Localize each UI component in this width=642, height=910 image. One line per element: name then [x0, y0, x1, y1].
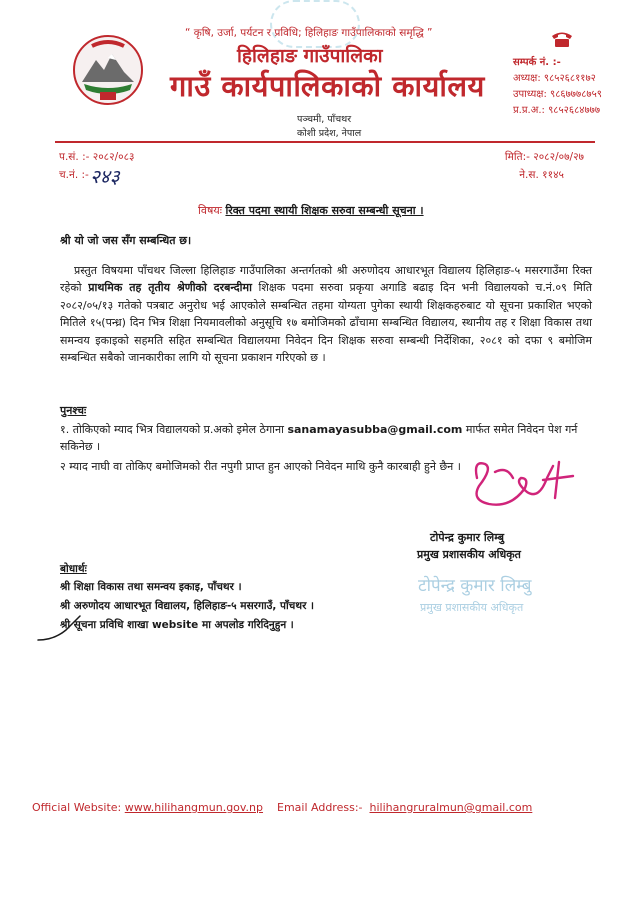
body-text-bold: प्राथमिक तह तृतीय श्रेणीको दरबन्दीमा — [88, 281, 252, 295]
address-line-2: कोशी प्रदेश, नेपाल — [297, 128, 362, 139]
subject-text: रिक्त पदमा स्थायी शिक्षक सरुवा सम्बन्धी सूचना । — [225, 204, 424, 217]
dispatch-label: च.नं. :- — [59, 169, 89, 181]
stamp-name: टोपेन्द्र कुमार लिम्बु — [418, 576, 532, 596]
reference-number: प.सं. :- २०८२/०८३ — [59, 151, 135, 163]
cc-item: श्री सूचना प्रविधि शाखा website मा अपलोड गरिदिनुहुन । — [60, 619, 294, 631]
municipality-name: हिलिहाङ गाउँपालिका — [237, 45, 383, 67]
body-text-end: शिक्षक पदमा सरुवा प्रकृया अगाडि बढाइ दिन भनी विद्यालयको च.नं.०९ मिति २०८२/०५/१३ गतेको पत्रबाट अनुरोध भई आएकोले सम्बन्धित तहमा योग्यता पुगेका स्थायी शिक्षकहरुबाट यो सूचना प्रकाशित भएको मितिले १५(पन्ध्र) दिन भित्र शिक्षा नियमावलीको अनुसूचि १७ बमोजिमको ढाँचामा सम्बन्धित विद्यालय, स्थानीय तह र शिक्षा विकास तथा समन्वय इकाइको सहमति सहित सम्बन्धित विद्यालयमा निवेदन दिन शिक्षक सरुवा सम्बन्धी निर्देशिका, २०८१ को दफा ९ बमोजिम सम्बन्धित सबैको जानकारीका लागि यो सूचना प्रकाशन गरिएको छ । — [60, 281, 593, 365]
signatory-name: टोपेन्द्र कुमार लिम्बु — [430, 531, 505, 544]
salutation: श्री यो जो जस सँग सम्बन्धित छ। — [60, 234, 192, 247]
header-divider — [55, 141, 595, 143]
dispatch-number-handwritten: २४३ — [90, 166, 120, 188]
contact-title: सम्पर्क नं. :- — [512, 57, 561, 68]
postscript-note-2: २ म्याद नाघी वा तोकिए बमोजिमको रीत नपुगी प्राप्त हुन आएको निवेदन माथि कुनै कारबाही हुने छैन । — [60, 460, 461, 473]
office-title: गाउँ कार्यपालिकाको कार्यालय — [170, 69, 485, 103]
office-slogan: “ कृषि, उर्जा, पर्यटन र प्रविधि; हिलिहाङ गाउँपालिकाको समृद्धि ” — [185, 27, 433, 39]
stamp-role: प्रमुख प्रशासकीय अधिकृत — [420, 601, 524, 614]
contact-block — [513, 55, 602, 119]
school-email: sanamayasubba@gmail.com — [287, 423, 463, 436]
note1-text-start: १. तोकिएको म्याद भित्र विद्यालयको प्र.अको इमेल ठेगाना — [60, 423, 288, 436]
contact-cao: प्र.प्र.अ.: ९८५२६८४७७७ — [512, 105, 601, 116]
email-label: Email Address:- — [277, 801, 363, 814]
body-paragraph — [60, 262, 592, 366]
contact-vice-chairman: उपाध्यक्ष: ९८६७७७८७५९ — [512, 89, 602, 100]
handwritten-tick-mark — [34, 610, 84, 646]
cc-item: श्री शिक्षा विकास तथा समन्वय इकाइ, पाँचथर । — [60, 581, 242, 593]
body-text-start: प्रस्तुत विषयमा पाँचथर जिल्ला हिलिहाङ गाउँपालिका अन्तर्गतको श्री अरुणोदय आधारभूत विद्यालय हिलिहाङ-५ मसरगाउँमा रिक्त रहेको — [60, 264, 592, 295]
footer-website — [32, 801, 263, 814]
letter-date: मिति:- २०८२/०७/२७ — [504, 151, 584, 163]
official-stamp — [410, 565, 590, 625]
cc-item: श्री अरुणोदय आधारभूत विद्यालय, हिलिहाङ-५ मसरगाउँ, पाँचथर । — [60, 600, 314, 612]
subject-label: विषयः — [198, 204, 222, 217]
nepal-emblem-icon — [72, 34, 144, 106]
postscript-heading: पुनश्चः — [60, 404, 87, 417]
cc-title: बोधार्थः — [60, 563, 87, 575]
faint-stamp-mark — [270, 0, 360, 48]
nepal-sambat-year: ने.स. ११४५ — [519, 169, 564, 181]
website-label: Official Website: — [32, 801, 122, 814]
telephone-icon — [550, 30, 574, 48]
note1-text-end: मार्फत समेत निवेदन पेश गर्न सकिनेछ । — [60, 423, 578, 454]
address-line-1: पञ्चमी, पाँचथर — [297, 114, 352, 125]
contact-chairman: अध्यक्ष: ९८५२६८११७२ — [512, 73, 596, 84]
website-link[interactable]: www.hilihangmun.gov.np — [124, 801, 264, 814]
signatory-role: प्रमुख प्रशासकीय अधिकृत — [417, 548, 521, 561]
footer-email — [277, 801, 532, 814]
handwritten-signature — [455, 448, 590, 518]
email-link[interactable]: hilihangruralmun@gmail.com — [369, 801, 533, 814]
letter-subject — [198, 203, 424, 218]
